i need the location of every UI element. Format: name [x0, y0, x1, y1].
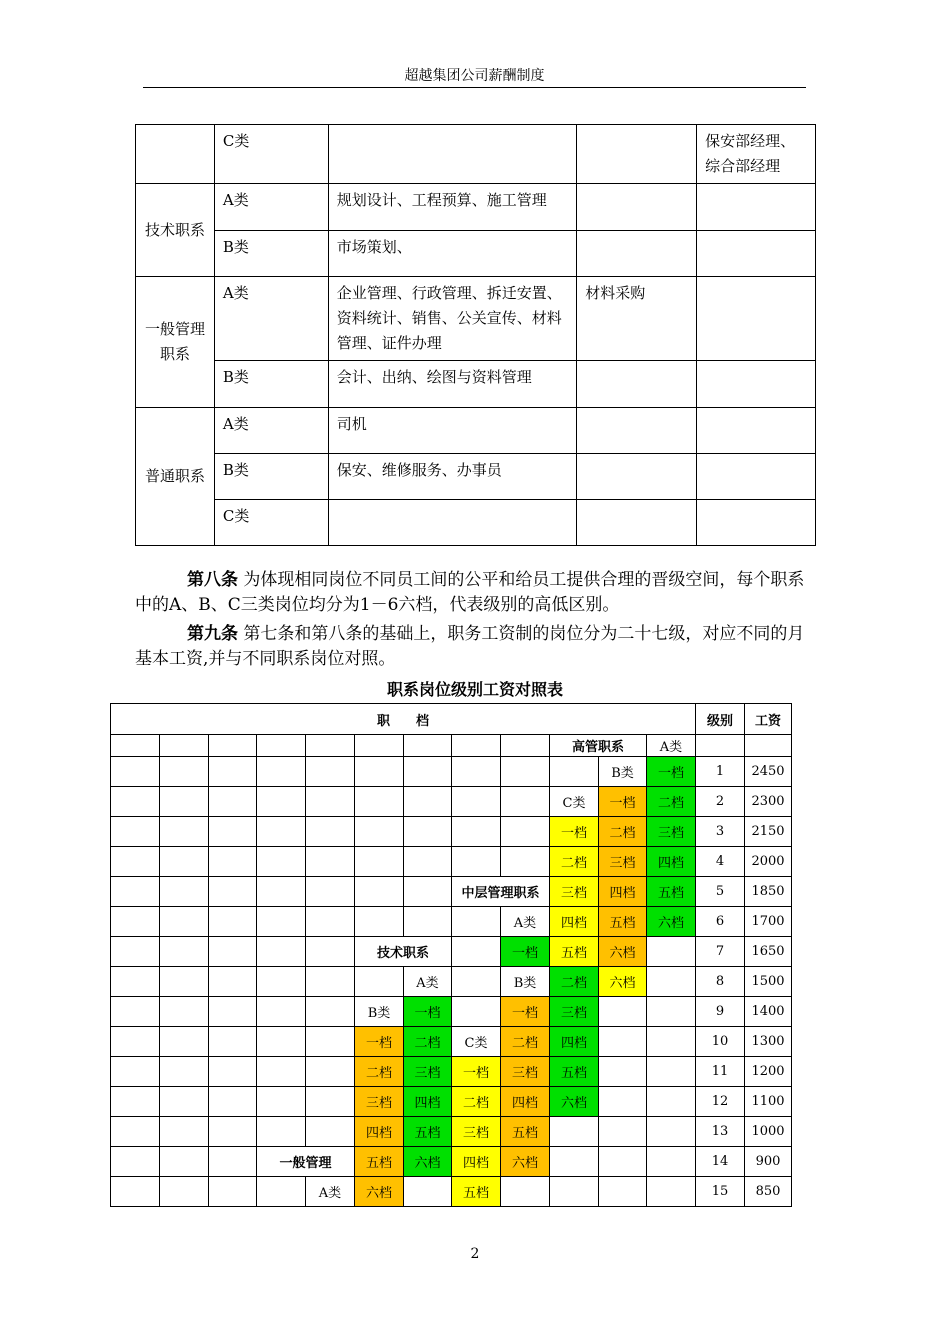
table-row — [111, 817, 792, 847]
tier-cell: 六档 — [599, 937, 647, 967]
tier-cell: 六档 — [599, 967, 647, 997]
tier-cell: 六档 — [404, 1147, 452, 1177]
category-label: B类 — [599, 757, 647, 787]
page-header-title: 超越集团公司薪酬制度 — [404, 68, 545, 84]
tier-cell: 一档 — [550, 817, 599, 847]
tier-cell: 二档 — [550, 967, 599, 997]
salary-cell: 2150 — [745, 817, 792, 847]
cell — [577, 361, 697, 408]
tier-cell: 二档 — [404, 1027, 452, 1057]
cell — [697, 361, 816, 408]
category-label: C类 — [452, 1027, 501, 1057]
cell — [697, 277, 816, 361]
table-row — [136, 454, 816, 500]
tier-cell: 五档 — [550, 1057, 599, 1087]
tier-cell: 五档 — [599, 907, 647, 937]
salary-cell: 1850 — [745, 877, 792, 907]
tier-cell: 一档 — [647, 757, 696, 787]
cell: 市场策划、 — [328, 231, 577, 277]
tier-cell: 六档 — [550, 1087, 599, 1117]
table-row — [111, 1177, 792, 1207]
cell — [328, 125, 577, 184]
table-row — [111, 877, 792, 907]
salary-header: 工资 — [745, 704, 792, 735]
table-row — [136, 361, 816, 408]
table-row — [111, 937, 792, 967]
cell — [577, 408, 697, 454]
level-cell: 9 — [696, 997, 745, 1027]
table-row — [136, 125, 816, 184]
tier-cell: 四档 — [647, 847, 696, 877]
table-row — [111, 1027, 792, 1057]
general-label: 一般管理 — [257, 1147, 355, 1177]
tier-cell: 三档 — [452, 1117, 501, 1147]
cell — [577, 231, 697, 277]
tier-cell: 二档 — [452, 1087, 501, 1117]
tier-cell: 六档 — [501, 1147, 550, 1177]
tier-cell: 一档 — [599, 787, 647, 817]
table-row — [136, 184, 816, 231]
level-cell: 13 — [696, 1117, 745, 1147]
level-cell: 1 — [696, 757, 745, 787]
cell: 司机 — [328, 408, 577, 454]
category-label: A类 — [404, 967, 452, 997]
category-label: C类 — [550, 787, 599, 817]
salary-cell: 1400 — [745, 997, 792, 1027]
tier-cell: 二档 — [355, 1057, 404, 1087]
category-label: A类 — [501, 907, 550, 937]
tier-cell: 二档 — [550, 847, 599, 877]
tier-cell: 一档 — [501, 937, 550, 967]
level-cell: 14 — [696, 1147, 745, 1177]
category-cell: A类 — [214, 408, 328, 454]
category-label: B类 — [355, 997, 404, 1027]
article-9-heading: 第九条 — [187, 624, 238, 644]
tier-cell: 三档 — [404, 1057, 452, 1087]
tier-cell: 五档 — [404, 1117, 452, 1147]
salary-cell: 1200 — [745, 1057, 792, 1087]
level-header: 级别 — [696, 704, 745, 735]
tier-cell: 三档 — [599, 847, 647, 877]
category-cell: B类 — [214, 454, 328, 500]
table-row — [111, 1147, 792, 1177]
cell — [697, 500, 816, 546]
table-row — [136, 408, 816, 454]
tier-cell: 四档 — [452, 1147, 501, 1177]
salary-table-title: 职系岗位级别工资对照表 — [386, 680, 563, 699]
tier-cell: 五档 — [647, 877, 696, 907]
tier-cell: 三档 — [550, 877, 599, 907]
tier-cell: 一档 — [355, 1027, 404, 1057]
table-row — [136, 231, 816, 277]
table-row — [111, 907, 792, 937]
cell — [577, 500, 697, 546]
tech-label: 技术职系 — [355, 937, 452, 967]
table-row — [136, 277, 816, 361]
cell — [697, 408, 816, 454]
tier-cell: 三档 — [355, 1087, 404, 1117]
category-cell: B类 — [214, 231, 328, 277]
tier-cell: 六档 — [355, 1177, 404, 1207]
salary-cell: 2000 — [745, 847, 792, 877]
senior-label: 高管职系 — [550, 735, 647, 757]
table-row — [111, 735, 792, 757]
level-cell: 15 — [696, 1177, 745, 1207]
tier-cell: 一档 — [501, 997, 550, 1027]
category-cell: A类 — [214, 184, 328, 231]
level-cell: 3 — [696, 817, 745, 847]
article-9 — [135, 622, 816, 672]
table-row — [111, 1087, 792, 1117]
tier-cell: 二档 — [599, 817, 647, 847]
tier-cell: 一档 — [452, 1057, 501, 1087]
cell — [697, 454, 816, 500]
tier-cell: 二档 — [647, 787, 696, 817]
table-row — [111, 1057, 792, 1087]
positions-header: 职 档 — [111, 704, 696, 735]
salary-cell: 2450 — [745, 757, 792, 787]
cell — [697, 184, 816, 231]
group-cell: 普通职系 — [136, 408, 215, 546]
level-cell: 4 — [696, 847, 745, 877]
group-cell — [136, 125, 215, 184]
salary-cell: 1300 — [745, 1027, 792, 1057]
category-label: A类 — [647, 735, 696, 757]
tier-cell: 四档 — [404, 1087, 452, 1117]
level-cell: 5 — [696, 877, 745, 907]
salary-grade-table — [110, 703, 792, 1207]
cell: 会计、出纳、绘图与资料管理 — [328, 361, 577, 408]
salary-cell: 1500 — [745, 967, 792, 997]
header-rule — [143, 87, 806, 88]
category-label: B类 — [501, 967, 550, 997]
article-8-text: 为体现相同岗位不同员工间的公平和给员工提供合理的晋级空间，每个职系中的A、B、C三类岗位均分为1－6六档，代表级别的高低区别。 — [135, 570, 805, 615]
tier-cell: 三档 — [550, 997, 599, 1027]
salary-cell: 1700 — [745, 907, 792, 937]
level-cell: 10 — [696, 1027, 745, 1057]
page-number: 2 — [470, 1246, 480, 1262]
table-row — [111, 757, 792, 787]
cell — [577, 184, 697, 231]
salary-cell: 850 — [745, 1177, 792, 1207]
tier-cell: 四档 — [550, 1027, 599, 1057]
middle-label: 中层管理职系 — [452, 877, 550, 907]
salary-cell: 1100 — [745, 1087, 792, 1117]
tier-cell: 五档 — [452, 1177, 501, 1207]
article-8 — [135, 568, 816, 618]
cell — [328, 500, 577, 546]
category-cell: A类 — [214, 277, 328, 361]
salary-cell: 900 — [745, 1147, 792, 1177]
category-cell: B类 — [214, 361, 328, 408]
table-row — [136, 500, 816, 546]
tier-cell: 四档 — [355, 1117, 404, 1147]
article-8-heading: 第八条 — [187, 570, 238, 590]
tier-cell: 四档 — [501, 1087, 550, 1117]
group-cell: 技术职系 — [136, 184, 215, 277]
category-cell: C类 — [214, 500, 328, 546]
table-row — [111, 1117, 792, 1147]
cell — [577, 454, 697, 500]
tier-cell: 四档 — [550, 907, 599, 937]
level-cell: 2 — [696, 787, 745, 817]
tier-cell: 一档 — [404, 997, 452, 1027]
salary-cell: 1000 — [745, 1117, 792, 1147]
table-row — [111, 967, 792, 997]
tier-cell: 六档 — [647, 907, 696, 937]
salary-cell: 1650 — [745, 937, 792, 967]
tier-cell: 三档 — [501, 1057, 550, 1087]
tier-cell: 五档 — [501, 1117, 550, 1147]
tier-cell: 五档 — [550, 937, 599, 967]
table-row — [111, 847, 792, 877]
tier-cell: 五档 — [355, 1147, 404, 1177]
cell: 材料采购 — [577, 277, 697, 361]
level-cell: 11 — [696, 1057, 745, 1087]
table-header-row — [111, 704, 792, 735]
salary-cell: 2300 — [745, 787, 792, 817]
level-cell: 8 — [696, 967, 745, 997]
group-cell: 一般管理职系 — [136, 277, 215, 408]
level-cell: 12 — [696, 1087, 745, 1117]
level-cell: 6 — [696, 907, 745, 937]
table-row — [111, 787, 792, 817]
cell: 规划设计、工程预算、施工管理 — [328, 184, 577, 231]
cell: 企业管理、行政管理、拆迁安置、资料统计、销售、公关宣传、材料管理、证件办理 — [328, 277, 577, 361]
category-cell: C类 — [214, 125, 328, 184]
level-cell: 7 — [696, 937, 745, 967]
tier-cell: 四档 — [599, 877, 647, 907]
position-category-table — [135, 124, 816, 546]
tier-cell: 三档 — [647, 817, 696, 847]
category-label: A类 — [306, 1177, 355, 1207]
cell: 保安、维修服务、办事员 — [328, 454, 577, 500]
cell: 保安部经理、综合部经理 — [697, 125, 816, 184]
cell — [577, 125, 697, 184]
table-row — [111, 997, 792, 1027]
article-9-text: 第七条和第八条的基础上，职务工资制的岗位分为二十七级，对应不同的月基本工资,并与不同职系岗位对照。 — [135, 624, 805, 669]
tier-cell: 二档 — [501, 1027, 550, 1057]
cell — [697, 231, 816, 277]
